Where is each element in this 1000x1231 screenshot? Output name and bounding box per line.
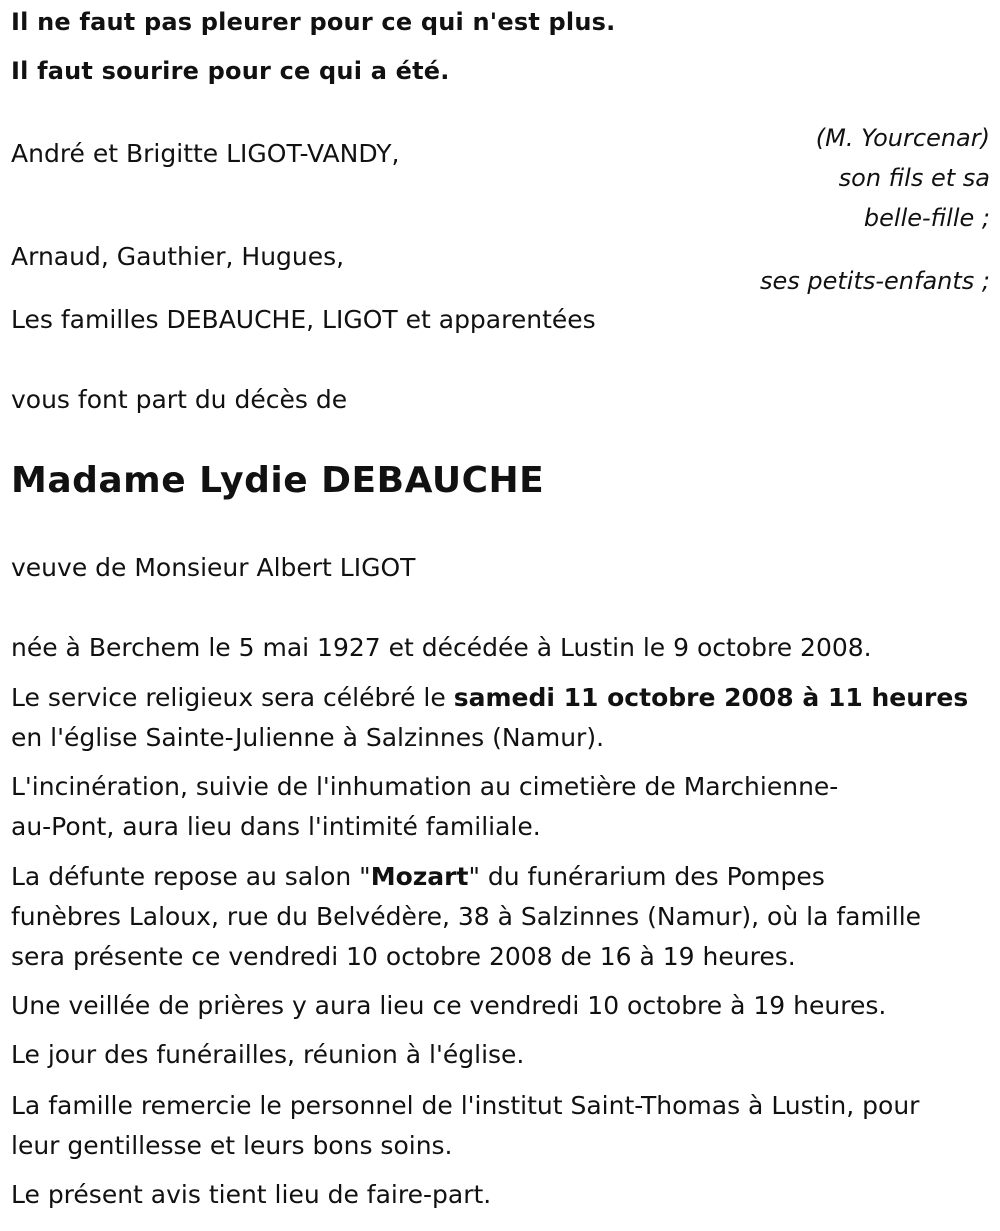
- service-paragraph: [11, 678, 991, 758]
- announcement: vous font part du décès de: [11, 385, 348, 414]
- widow-of: veuve de Monsieur Albert LIGOT: [11, 553, 416, 582]
- thanks-paragraph: [11, 1086, 991, 1166]
- son-names: André et Brigitte LIGOT-VANDY,: [11, 139, 400, 168]
- rest-line-1: [11, 857, 991, 897]
- rest-line-3: sera présente ce vendredi 10 octobre 2008 de 16 à 19 heures.: [11, 942, 796, 971]
- service-intro: Le service religieux sera célébré le: [11, 683, 454, 712]
- rest-before: La défunte repose au salon ": [11, 862, 371, 891]
- service-datetime: samedi 11 octobre 2008 à 11 heures: [453, 683, 969, 712]
- epigraph-author: (M. Yourcenar): [815, 124, 990, 152]
- thanks-line-1: La famille remercie le personnel de l'institut Saint-Thomas à Lustin, pour: [11, 1091, 920, 1120]
- epigraph-line-1: Il ne faut pas pleurer pour ce qui n'est plus.: [11, 8, 616, 36]
- son-role-line-2: belle-fille ;: [863, 204, 990, 232]
- rest-line-2: funèbres Laloux, rue du Belvédère, 38 à Salzinnes (Namur), où la famille: [11, 902, 922, 931]
- funeral-day: Le jour des funérailles, réunion à l'église.: [11, 1040, 525, 1069]
- grandchildren-names: Arnaud, Gauthier, Hugues,: [11, 242, 345, 271]
- vigil: Une veillée de prières y aura lieu ce vendredi 10 octobre à 19 heures.: [11, 991, 887, 1020]
- birth-death: née à Berchem le 5 mai 1927 et décédée à Lustin le 9 octobre 2008.: [11, 633, 872, 662]
- closing: Le présent avis tient lieu de faire-part.: [11, 1180, 492, 1209]
- service-place: en l'église Sainte-Julienne à Salzinnes (Namur).: [11, 723, 605, 752]
- deceased-name: Madame Lydie DEBAUCHE: [11, 460, 545, 501]
- rest-after: " du funérarium des Pompes: [468, 862, 825, 891]
- son-role-line-1: son fils et sa: [838, 164, 990, 192]
- rest-paragraph: [11, 857, 991, 977]
- families-line: Les familles DEBAUCHE, LIGOT et apparentées: [11, 305, 596, 334]
- service-line-1: [11, 678, 991, 718]
- cremation-paragraph: [11, 767, 991, 847]
- cremation-line-1: L'incinération, suivie de l'inhumation au cimetière de Marchienne-: [11, 772, 839, 801]
- thanks-line-2: leur gentillesse et leurs bons soins.: [11, 1131, 453, 1160]
- epigraph-line-2: Il faut sourire pour ce qui a été.: [11, 57, 450, 85]
- salon-name: Mozart: [370, 862, 469, 891]
- grandchildren-role: ses petits-enfants ;: [759, 267, 990, 295]
- cremation-line-2: au-Pont, aura lieu dans l'intimité familiale.: [11, 812, 541, 841]
